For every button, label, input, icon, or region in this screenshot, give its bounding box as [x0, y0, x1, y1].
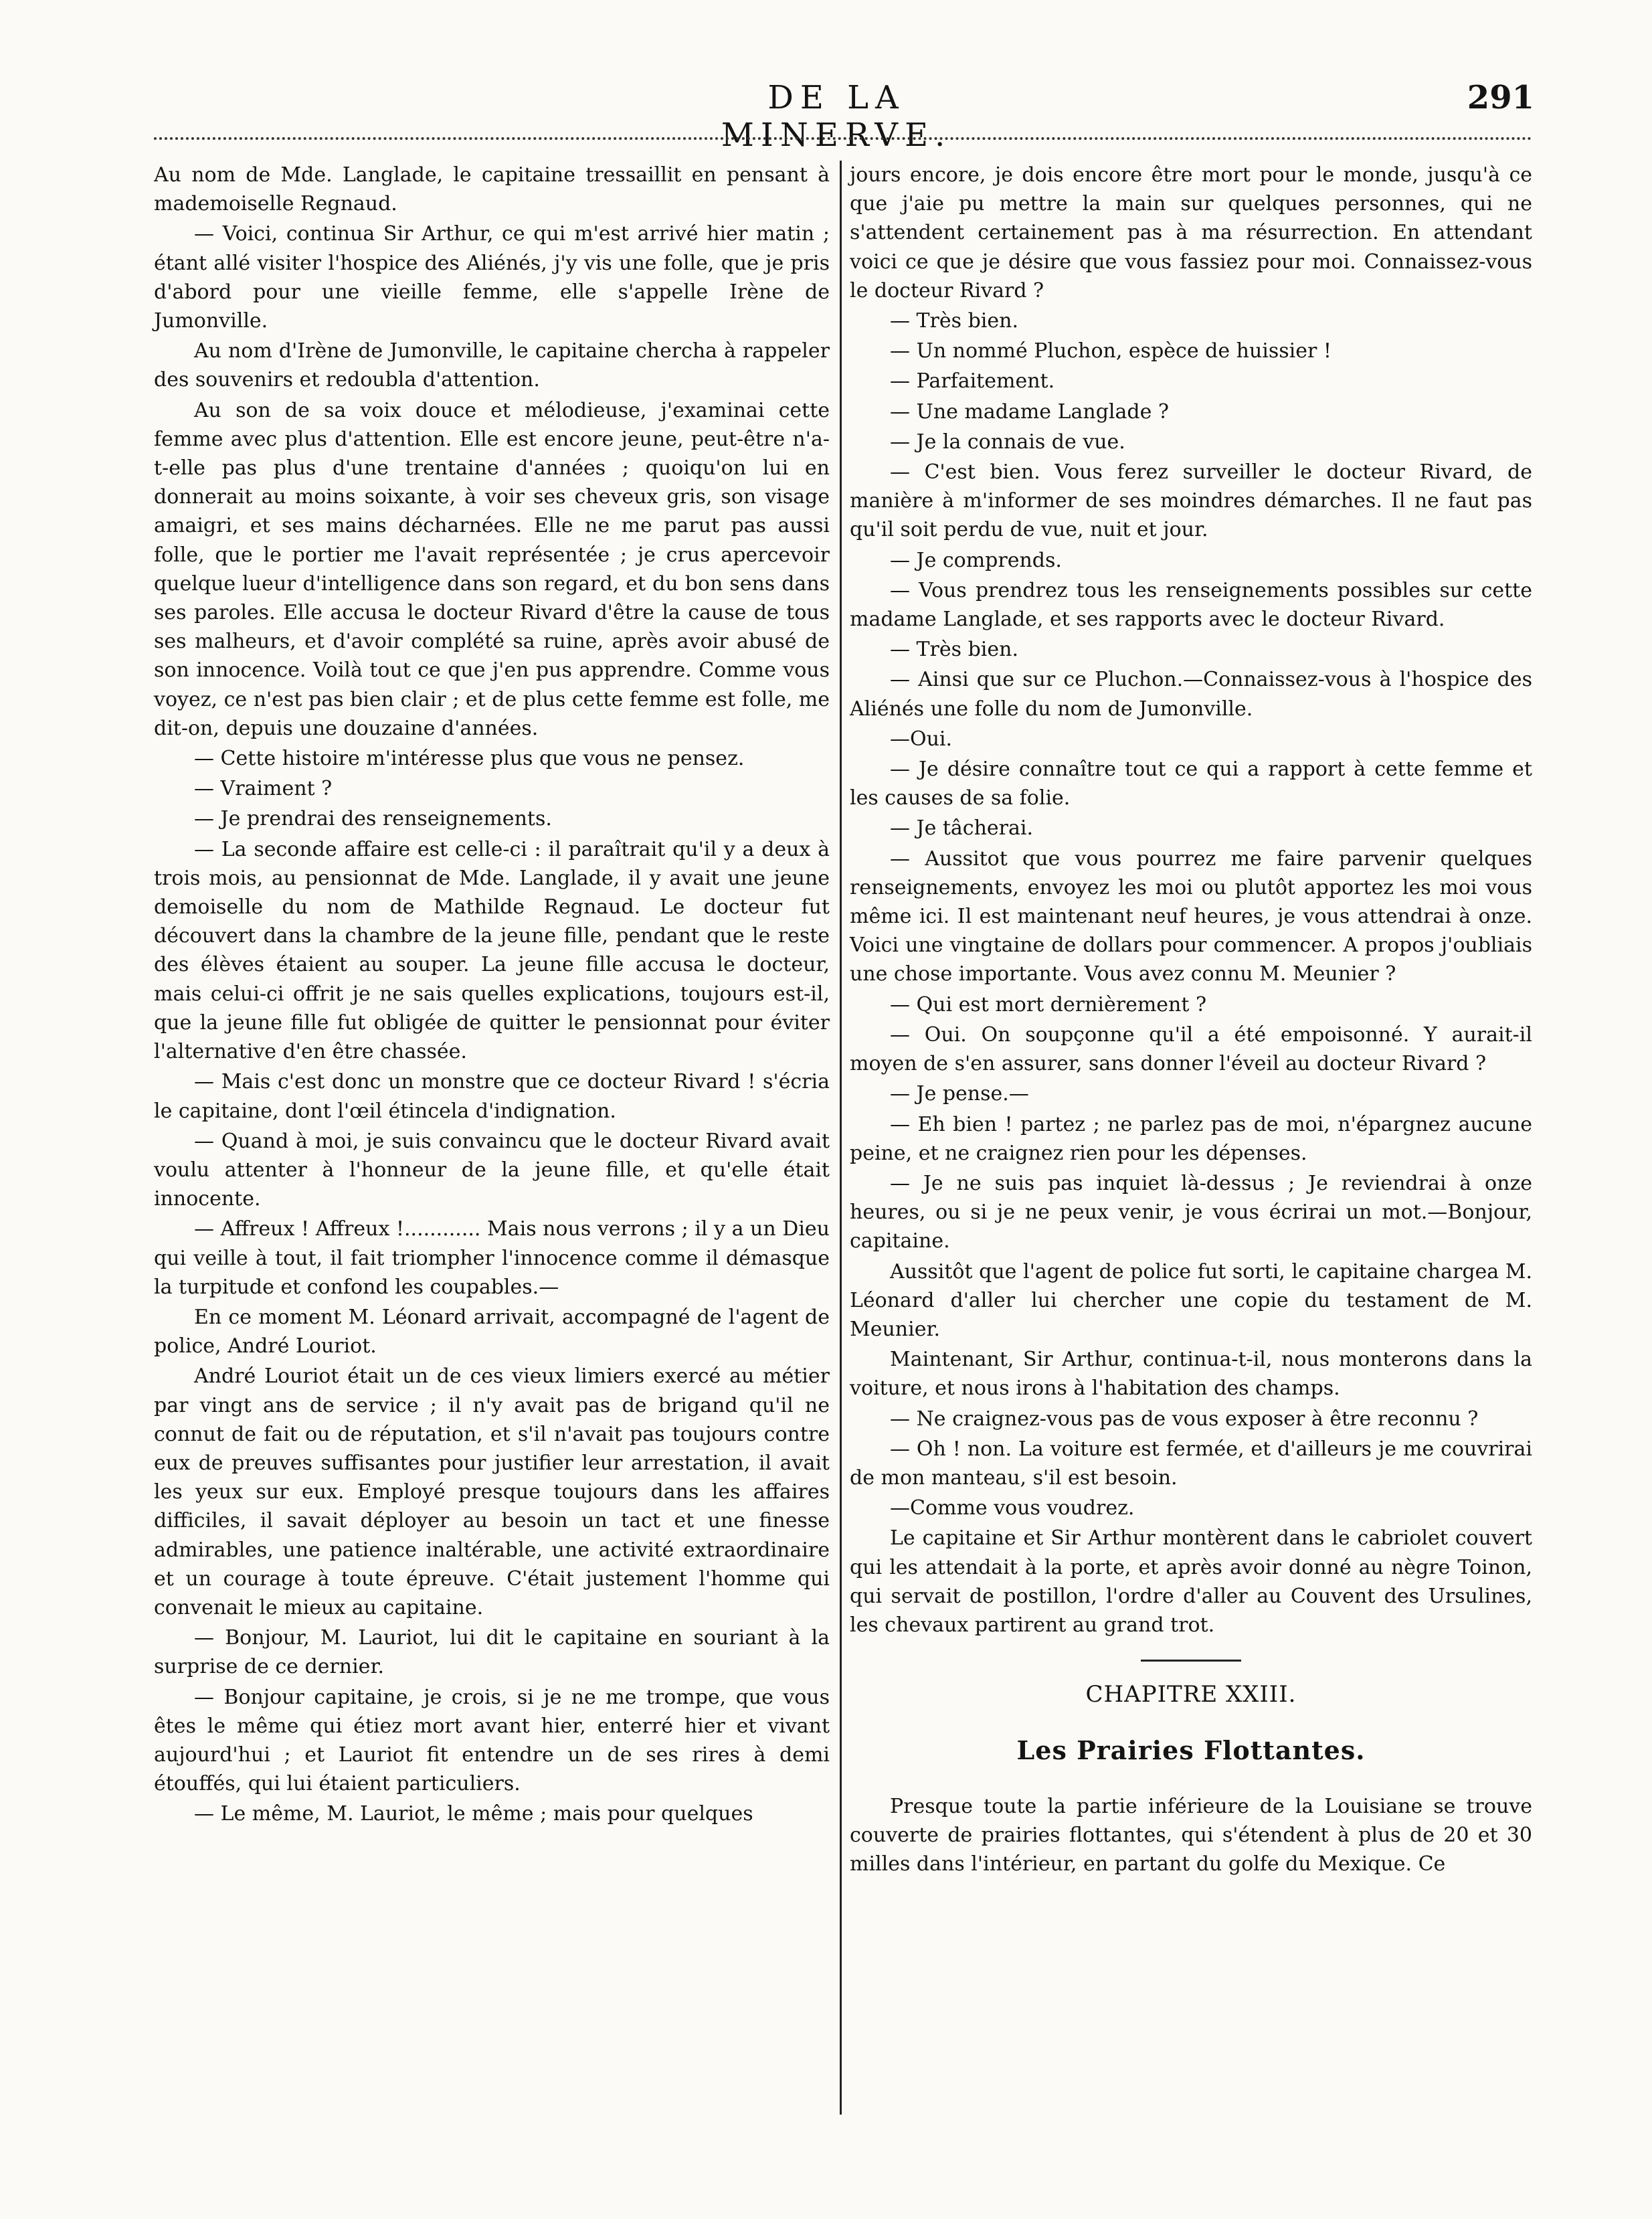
- paragraph: — Bonjour, M. Lauriot, lui dit le capitaine en souriant à la surprise de ce dernier.: [154, 1626, 830, 1679]
- paragraph: — Oui. On soupçonne qu'il a été empoisonné. Y aurait-il moyen de s'en assurer, sans donner l'éveil au docteur Rivard ?: [850, 1023, 1532, 1076]
- paragraph: — Un nommé Pluchon, espèce de huissier !: [890, 339, 1332, 363]
- paragraph: Presque toute la partie inférieure de la Louisiane se trouve couverte de prairies flottantes, qui s'étendent à plus de 20 et 30 milles dans l'intérieur, en partant du golfe du Mexique. Ce: [850, 1794, 1532, 1876]
- paragraph: — Vous prendrez tous les renseignements possibles sur cette madame Langlade, et ses rapports avec le docteur Rivard.: [850, 578, 1532, 632]
- left-column: [154, 161, 830, 1830]
- right-column: [850, 161, 1532, 1880]
- paragraph: — Je pense.—: [890, 1082, 1029, 1106]
- chapter-rule: [1141, 1660, 1241, 1662]
- paragraph: — Je prendrai des renseignements.: [194, 807, 552, 831]
- chapter-title: Les Prairies Flottantes.: [1016, 1735, 1366, 1766]
- paragraph: — Eh bien ! partez ; ne parlez pas de moi, n'épargnez aucune peine, et ne craignez rien pour les dépenses.: [850, 1112, 1532, 1165]
- paragraph: — Mais c'est donc un monstre que ce docteur Rivard ! s'écria le capitaine, dont l'œil étincela d'indignation.: [154, 1070, 830, 1123]
- paragraph: Aussitôt que l'agent de police fut sorti, le capitaine chargea M. Léonard d'aller lui chercher une copie du testament de M. Meunier.: [850, 1259, 1532, 1341]
- paragraph: — Ainsi que sur ce Pluchon.—Connaissez-vous à l'hospice des Aliénés une folle du nom de Jumonville.: [850, 668, 1532, 721]
- paragraph: — Oh ! non. La voiture est fermée, et d'ailleurs je me couvrirai de mon manteau, s'il est besoin.: [850, 1437, 1532, 1490]
- paragraph: — Ne craignez-vous pas de vous exposer à être reconnu ?: [890, 1407, 1479, 1431]
- paragraph: André Louriot était un de ces vieux limiers exercé au métier par vingt ans de service ; il n'y avait pas de brigand qu'il ne connut de fait ou de réputation, et s'il n'avait pas toujours contre eux de preuves suffisantes pour justifier leur arrestation, il avait les yeux sur eux. Employé presque toujours dans les affaires difficiles, il savait déployer au besoin un tact et une finesse admirables, une patience inaltérable, une activité extraordinaire et un courage à toute épreuve. C'était justement l'homme qui convenait le mieux au capitaine.: [154, 1364, 830, 1619]
- chapter-number: CHAPITRE XXIII.: [1085, 1681, 1297, 1708]
- paragraph: Au nom de Mde. Langlade, le capitaine tressaillit en pensant à mademoiselle Regnaud.: [154, 163, 830, 216]
- paragraph: — Bonjour capitaine, je crois, si je ne me trompe, que vous êtes le même qui étiez mort avant hier, enterré hier et vivant aujourd'hui ; et Lauriot fit entendre un de ses rires à demi étouffés, qui lui étaient particuliers.: [154, 1685, 830, 1796]
- paragraph: — Je comprends.: [890, 548, 1062, 572]
- paragraph: — Aussitot que vous pourrez me faire parvenir quelques renseignements, envoyez les moi ou plutôt apportez les moi vous même ici. Il est maintenant neuf heures, je vous attendrai à onze. Voici une vingtaine de dollars pour commencer. A propos j'oubliais une chose importante. Vous avez connu M. Meunier ?: [850, 847, 1532, 986]
- paragraph: — Très bien.: [890, 309, 1018, 333]
- paragraph: — Vraiment ?: [194, 777, 333, 801]
- column-divider: [840, 161, 842, 2115]
- paragraph: — Cette histoire m'intéresse plus que vous ne pensez.: [194, 747, 745, 771]
- paragraph: — Je désire connaître tout ce qui a rapport à cette femme et les causes de sa folie.: [850, 758, 1532, 810]
- paragraph: — C'est bien. Vous ferez surveiller le docteur Rivard, de manière à m'informer de ses moindres démarches. Il ne faut pas qu'il soit perdu de vue, nuit et jour.: [850, 460, 1532, 542]
- header-rule: [154, 137, 1532, 140]
- paragraph: — Affreux ! Affreux !............ Mais nous verrons ; il y a un Dieu qui veille à tout, il fait triompher l'innocence comme il démasque la turpitude et confond les coupables.—: [154, 1217, 830, 1299]
- paragraph: Au nom d'Irène de Jumonville, le capitaine chercha à rappeler des souvenirs et redoubla d'attention.: [154, 339, 830, 392]
- paragraph: — Quand à moi, je suis convaincu que le docteur Rivard avait voulu attenter à l'honneur de la jeune fille, et qu'elle était innocente.: [154, 1129, 830, 1211]
- paragraph: — Je ne suis pas inquiet là-dessus ; Je reviendrai à onze heures, ou si je ne peux venir, je vous écrirai un mot.—Bonjour, capitaine.: [850, 1171, 1532, 1253]
- paragraph: — Une madame Langlade ?: [890, 400, 1169, 424]
- paragraph: En ce moment M. Léonard arrivait, accompagné de l'agent de police, André Louriot.: [154, 1305, 830, 1358]
- paragraph: — Je tâcherai.: [890, 816, 1034, 840]
- paragraph: — Voici, continua Sir Arthur, ce qui m'est arrivé hier matin ; étant allé visiter l'hospice des Aliénés, j'y vis une folle, que je pris d'abord pour une vieille femme, elle s'appelle Irène de Jumonville.: [154, 222, 830, 333]
- paragraph: — Le même, M. Lauriot, le même ; mais pour quelques: [194, 1802, 753, 1826]
- paragraph: — Qui est mort dernièrement ?: [890, 992, 1207, 1016]
- paragraph: — Je la connais de vue.: [890, 430, 1125, 454]
- paragraph: — Très bien.: [890, 638, 1018, 662]
- paragraph: Au son de sa voix douce et mélodieuse, j'examinai cette femme avec plus d'attention. Elle est encore jeune, peut-être n'a-t-elle pas plus d'une trentaine d'années ; quoiqu'on lui en donnerait au moins soixante, à voir ses cheveux gris, son visage amaigri, et ses mains décharnées. Elle ne me parut pas aussi folle, que le portier me l'avait représentée ; je crus apercevoir quelque lueur d'intelligence dans son regard, et du bon sens dans ses paroles. Elle accusa le docteur Rivard d'être la cause de tous ses malheurs, et d'avoir complété sa ruine, après avoir abusé de son innocence. Voilà tout ce que j'en pus apprendre. Comme vous voyez, ce n'est pas bien clair ; et de plus cette femme est folle, me dit-on, depuis une douzaine d'années.: [154, 398, 830, 740]
- paragraph: —Oui.: [890, 727, 953, 751]
- paragraph: Le capitaine et Sir Arthur montèrent dans le cabriolet couvert qui les attendait à la porte, et après avoir donné au nègre Toinon, qui servait de postillon, l'ordre d'aller au Couvent des Ursulines, les chevaux partirent au grand trot.: [850, 1526, 1532, 1637]
- page-number: 291: [1467, 79, 1534, 116]
- paragraph: — Parfaitement.: [890, 369, 1055, 393]
- paragraph: —Comme vous voudrez.: [890, 1496, 1135, 1520]
- running-header: DE LA MINERVE.: [721, 79, 952, 154]
- paragraph: Maintenant, Sir Arthur, continua-t-il, nous monterons dans la voiture, et nous irons à l'habitation des champs.: [850, 1348, 1532, 1401]
- paragraph: jours encore, je dois encore être mort pour le monde, jusqu'à ce que j'aie pu mettre la main sur quelques personnes, qui ne s'attendent certainement pas à ma résurrection. En attendant voici ce que je désire que vous fassiez pour moi. Connaissez-vous le docteur Rivard ?: [850, 163, 1532, 302]
- paragraph: — La seconde affaire est celle-ci : il paraîtrait qu'il y a deux à trois mois, au pensionnat de Mde. Langlade, il y avait une jeune demoiselle du nom de Mathilde Regnaud. Le docteur fut découvert dans la chambre de la jeune fille, pendant que le reste des élèves étaient au souper. La jeune fille accusa le docteur, mais celui-ci offrit je ne sais quelles explications, toujours est-il, que la jeune fille fut obligée de quitter le pensionnat pour éviter l'alternative d'en être chassée.: [154, 837, 830, 1064]
